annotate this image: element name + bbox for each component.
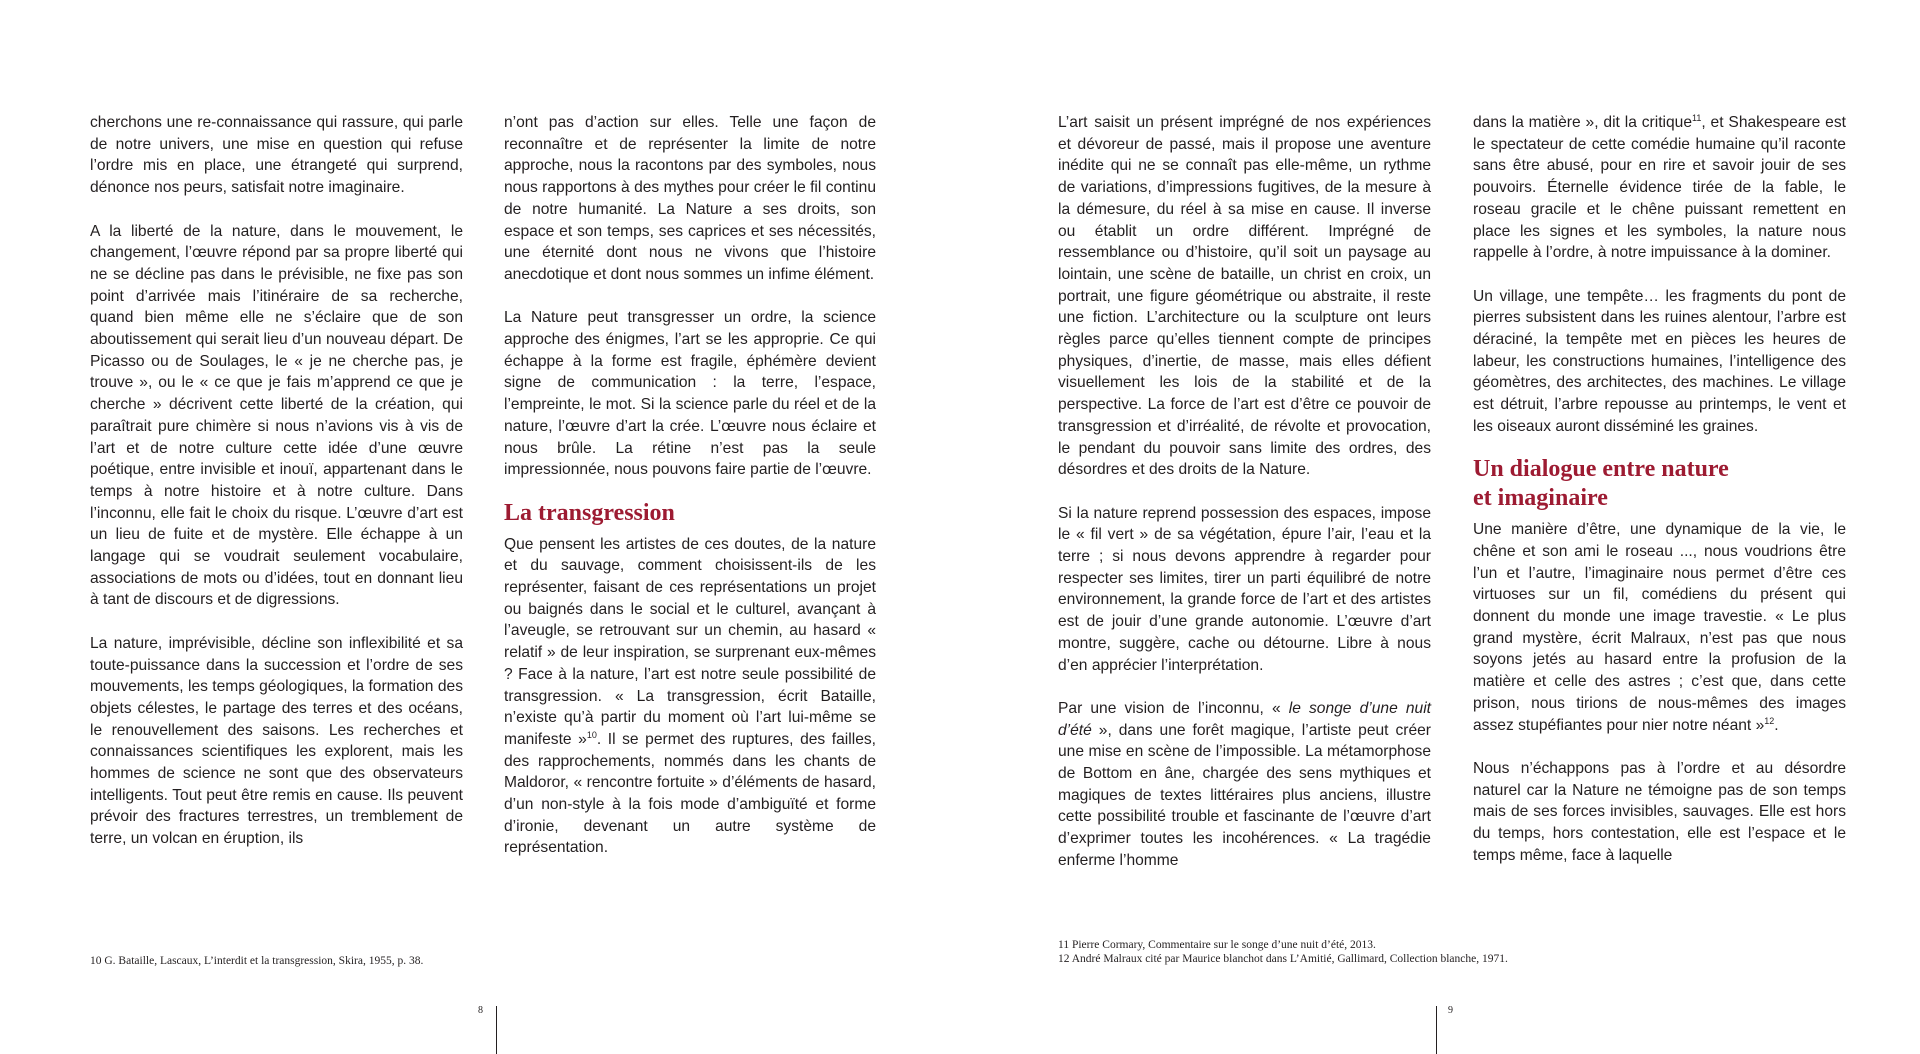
page-rule-right — [1436, 1006, 1437, 1054]
left-page-column-1 — [90, 112, 463, 850]
paragraph — [1473, 112, 1846, 264]
paragraph: Un village, une tempête… les fragments du pont de pierres subsistent dans les ruines alentour, l’arbre est déraciné, la tempête met en pièces les heures de labeur, les constructions humaines, l’intelligence des géomètres, des architectes, des machines. Le village est détruit, l’arbre repousse au printemps, le vent et les oiseaux auront disséminé les graines. — [1473, 287, 1846, 435]
section-heading-dialogue — [1473, 455, 1846, 513]
paragraph: La nature, imprévisible, décline son inflexibilité et sa toute-puissance dans la succession et l’ordre de ses mouvements, les temps géologiques, la formation des objets célestes, le partage des terres et des océans, le renouvellement des saisons. Les recherches et connaissances scientifiques les explorent, mais les hommes de science ne sont que des observateurs intelligents. Tout peut être remis en cause. Ils peuvent prévoir des fractures terrestres, un tremblement de terre, un volcan en éruption, ils — [90, 634, 463, 848]
paragraph: Si la nature reprend possession des espaces, impose le « fil vert » de sa végétation, épure l’air, l’eau et la terre ; si nous devons apprendre à regarder pour respecter ses limites, tirer un parti équilibré de notre environnement, la grande force de l’art et des artistes est de jouir d’une grande autonomie. L’œuvre d’art montre, suggère, cache ou détourne. Libre à nous d’en apprécier l’interprétation. — [1058, 504, 1431, 674]
text-span: », dans une forêt magique, l’artiste peut créer une mise en scène de l’impossible. La métamorphose de Bottom en âne, chargée des sens mythiques et magiques de textes littéraires plus anciens, illustre cette possibilité trouble et fascinante de l’œuvre d’art d’exprimer toutes les incohérences. « La tragédie enferme l’homme — [1058, 721, 1431, 869]
paragraph: n’ont pas d’action sur elles. Telle une façon de reconnaître et de représenter la limite de notre approche, nous la racontons par des symboles, nous nous rapportons à des mythes pour créer le fil continu de notre humanité. La Nature a ses droits, son espace et son temps, ses caprices et ses nécessités, une éternité dont nous ne vivons que l’histoire anecdotique et dont nous sommes un infime élément. — [504, 114, 876, 283]
text-span: Une manière d’être, une dynamique de la vie, le chêne et son ami le roseau ..., nous voudrions être l’un et l’autre, l’imaginaire nous permet d’être ces virtuoses sur un fil, comédiens du présent qui donnent du monde une image travestie. « Le plus grand mystère, écrit Malraux, n’est pas que nous soyons jetés au hasard entre la profusion de la matière et celle des astres ; c’est que, dans cette prison, nous tirions de nous-mêmes des images assez stupéfiantes pour nier notre néant » — [1473, 521, 1846, 734]
paragraph: L’art saisit un présent imprégné de nos expériences et dévoreur de passé, mais il propose une aventure inédite qui ne se connaît pas elle-même, un rythme de variations, d’impressions fugitives, de la mesure à la démesure, du réel à sa mise en cause. Il inverse ou établit un ordre différent. Imprégné de ressemblance ou d’histoire, qu’il soit un paysage au lointain, une scène de bataille, un christ en croix, un portrait, une figure géométrique ou abstraite, il reste une fiction. L’architecture ou la sculpture ont leurs règles parce qu’elles tiennent compte de principes physiques, d’inertie, de masse, mais elles défient visuellement les lois de la stabilité et de la perspective. La force de l’art est d’être ce pouvoir de transgression et d’irréalité, de révolte et provocation, le pendant du pouvoir sans limite des ordres, des désordres et des droits de la Nature. — [1058, 114, 1431, 479]
right-page-column-1 — [1058, 112, 1431, 872]
paragraph — [504, 534, 876, 860]
footnote-ref-10[interactable]: 10 — [586, 729, 597, 740]
text-span: Par une vision de l’inconnu, « — [1058, 699, 1289, 717]
left-page-column-2 — [504, 112, 876, 859]
footnote-11: 11 Pierre Cormary, Commentaire sur le songe d’une nuit d’été, 2013. — [1058, 939, 1376, 951]
paragraph — [1473, 519, 1846, 736]
heading-line: et imaginaire — [1473, 485, 1608, 512]
text-span: . Il se permet des ruptures, des failles, des rapprochements, nommés dans les chants de Maldoror, « rencontre fortuite » d’éléments de hasard, d’un non-style à la fois mode d’ambiguïté et forme d’ironie, devenant un autre système de représentation. — [504, 730, 876, 857]
text-span: dans la matière », dit la critique — [1473, 114, 1693, 131]
italic-title: le songe d’une nuit d’été — [1058, 699, 1431, 739]
heading-line: Un dialogue entre nature — [1473, 456, 1729, 483]
paragraph: La Nature peut transgresser un ordre, la science approche des énigmes, l’art se les approprie. Ce qui échappe à la forme est fragile, éphémère devient signe de communication : la terre, l’espace, l’empreinte, le mot. Si la science parle du réel et de la nature, l’œuvre d’art la crée. L’œuvre nous éclaire et nous brûle. La rétine n’est pas la seule impressionnée, nous pouvons faire partie de l’œuvre. — [504, 309, 876, 479]
paragraph — [1058, 698, 1431, 872]
footnote-10: 10 G. Bataille, Lascaux, L’interdit et la transgression, Skira, 1955, p. 38. — [90, 955, 424, 967]
footnote-12: 12 André Malraux cité par Maurice blanchot dans L’Amitié, Gallimard, Collection blanche, 1971. — [1058, 953, 1508, 965]
footnote-ref-11[interactable]: 11 — [1692, 112, 1702, 123]
text-span: Que pensent les artistes de ces doutes, de la nature et du sauvage, comment choisissent-ils de les représenter, faisant de ces représentations un projet ou baignés dans le social et le culturel, avançant à l’aveugle, se retrouvant sur un chemin, au hasard « relatif » de leur inspiration, se surprenant eux-mêmes ? Face à la nature, l’art est notre seule possibilité de transgression. « La transgression, écrit Bataille, n’existe qu’à partir du moment où l’art lui-même se manifeste » — [504, 535, 876, 748]
paragraph: Nous n’échappons pas à l’ordre et au désordre naturel car la Nature ne témoigne pas de son temps mais de ses forces invisibles, sauvages. Elle est hors du temps, hors contestation, elle est l’espace et le temps même, face à laquelle — [1473, 759, 1846, 864]
text-span: , et Shakespeare est le spectateur de cette comédie humaine qu’il raconte sans être abusé, pour en rire et savoir jouir de ses pouvoirs. Éternelle évidence tirée de la fable, le roseau gracile et le chêne puissant remettent en place les signes et les symboles, la nature nous rappelle à l’ordre, à notre impuissance à la dominer. — [1473, 114, 1846, 262]
right-page-column-2 — [1473, 112, 1846, 866]
section-heading-transgression: La transgression — [504, 499, 675, 526]
paragraph: A la liberté de la nature, dans le mouvement, le changement, l’œuvre répond par sa propre liberté qui ne se décline pas dans le prévisible, ne fixe pas son point d’arrivée mais l’itinéraire de sa recherche, quand bien même elle ne s’éclaire que de son aboutissement qui serait lieu d’un nouveau départ. De Picasso ou de Soulages, le « je ne cherche pas, je trouve », ou le « ce que je fais m’apprend ce que je cherche » décrivent cette liberté de la création, qui paraîtrait pure chimère si nous n’avions vis à vis de l’art et de notre culture cette idée d’une œuvre poétique, entre invisible et inouï, appartenant dans le temps à notre histoire et à notre culture. Dans l’inconnu, elle fait le choix du risque. L’œuvre d’art est un lieu de fuite et de mystère. Elle échappe à un langage qui se voudrait seulement vocabulaire, associations de mots ou d’idées, tout en donnant lieu à tant de discours et de digressions. — [90, 222, 463, 609]
page-number-right: 9 — [1448, 1005, 1453, 1016]
page-rule-left — [496, 1006, 497, 1054]
page-number-left: 8 — [478, 1005, 483, 1016]
paragraph: cherchons une re-connaissance qui rassure, qui parle de notre univers, une mise en question qui refuse l’ordre mis en place, une étrangeté qui surprend, dénonce nos peurs, satisfait notre imaginaire. — [90, 114, 463, 197]
text-span: . — [1774, 716, 1779, 734]
footnote-ref-12[interactable]: 12 — [1764, 715, 1775, 726]
